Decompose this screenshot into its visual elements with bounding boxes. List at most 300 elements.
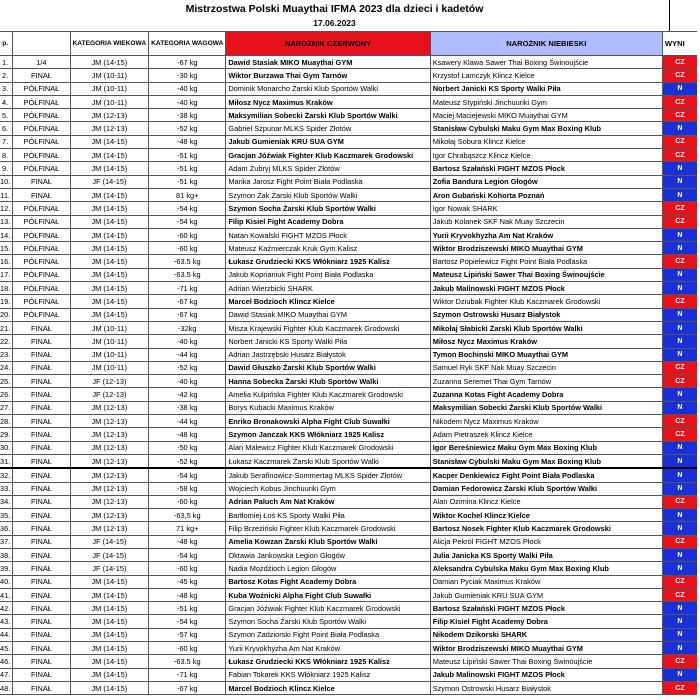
- cell-blue-corner: Samuel Ryk SKF Nak Muay Szczecin: [430, 361, 662, 374]
- cell-lp: 44.: [0, 628, 13, 641]
- cell-blue-corner: Igor Chrabąszcz Klincz Kielce: [430, 149, 662, 162]
- cell-stage: FINAŁ: [13, 321, 70, 334]
- table-row: [0, 562, 697, 575]
- cell-red-corner: Natan Kowalski FIGHT MZOS Płock: [226, 228, 430, 241]
- cell-result: N: [662, 642, 697, 655]
- cell-blue-corner: Stanisław Cybulski Maku Gym Max Boxing Klub: [430, 122, 662, 135]
- cell-stage: FINAŁ: [13, 454, 70, 468]
- cell-blue-corner: Stanisław Cybulski Maku Gym Max Boxing Klub: [430, 454, 662, 468]
- table-row: [0, 69, 697, 82]
- cell-blue-corner: Bartosz Szałański FIGHT MZOS Płock: [430, 602, 662, 615]
- cell-age-category: JM (14-15): [70, 308, 149, 321]
- cell-result: N: [662, 188, 697, 201]
- cell-age-category: JM (14-15): [70, 56, 149, 69]
- cell-result: CZ: [662, 215, 697, 228]
- cell-age-category: JM (10-11): [70, 82, 149, 95]
- cell-result: CZ: [662, 655, 697, 668]
- cell-blue-corner: Igor Nowak SHARK: [430, 202, 662, 215]
- table-row: [0, 388, 697, 401]
- cell-weight-category: -63.5 kg: [149, 255, 226, 268]
- table-row: [0, 441, 697, 454]
- cell-stage: FINAŁ: [13, 415, 70, 428]
- cell-result: N: [662, 522, 697, 535]
- cell-result: CZ: [662, 95, 697, 108]
- cell-result: N: [662, 615, 697, 628]
- cell-blue-corner: Kacper Denkiewicz Fight Point Biała Podlaska: [430, 468, 662, 482]
- cell-age-category: JM (10-11): [70, 348, 149, 361]
- cell-lp: 12.: [0, 202, 13, 215]
- table-row: [0, 282, 697, 295]
- cell-result: CZ: [662, 202, 697, 215]
- cell-blue-corner: Julia Janicka KS Sporty Walki Piła: [430, 548, 662, 561]
- cell-stage: PÓŁFINAŁ: [13, 242, 70, 255]
- header-lp: p.: [0, 32, 13, 56]
- cell-weight-category: -60 kg: [149, 228, 226, 241]
- cell-red-corner: Szymon Żak Żarski Klub Sportów Walki: [226, 188, 430, 201]
- table-row: [0, 149, 697, 162]
- cell-lp: 41.: [0, 588, 13, 601]
- cell-stage: FINAŁ: [13, 681, 70, 694]
- cell-lp: 36.: [0, 522, 13, 535]
- cell-result: N: [662, 321, 697, 334]
- cell-weight-category: -45 kg: [149, 575, 226, 588]
- cell-red-corner: Alan Malewicz Fighter Klub Kaczmarek Grodowski: [226, 441, 430, 454]
- cell-lp: 47.: [0, 668, 13, 681]
- cell-stage: FINAŁ: [13, 535, 70, 548]
- cell-result: N: [662, 454, 697, 468]
- cell-red-corner: Adam Żubryj MLKS Spider Złotów: [226, 162, 430, 175]
- cell-age-category: JM (14-15): [70, 162, 149, 175]
- cell-blue-corner: Szymon Ostrowski Husarz Białystok: [430, 681, 662, 694]
- cell-weight-category: -57 kg: [149, 628, 226, 641]
- cell-blue-corner: Damian Pyciak Maximus Kraków: [430, 575, 662, 588]
- cell-age-category: JM (12-13): [70, 428, 149, 441]
- cell-stage: FINAŁ: [13, 509, 70, 522]
- cell-age-category: JM (12-13): [70, 401, 149, 414]
- cell-age-category: JF (12-13): [70, 388, 149, 401]
- cell-age-category: JM (10-11): [70, 321, 149, 334]
- cell-lp: 42.: [0, 602, 13, 615]
- cell-red-corner: Gracjan Jóźwiak Fighter Klub Kaczmarek Grodowski: [226, 149, 430, 162]
- cell-stage: FINAŁ: [13, 668, 70, 681]
- cell-weight-category: -71 kg: [149, 668, 226, 681]
- cell-lp: 40.: [0, 575, 13, 588]
- cell-weight-category: -71 kg: [149, 282, 226, 295]
- cell-blue-corner: Norbert Janicki KS Sporty Walki Piła: [430, 82, 662, 95]
- cell-red-corner: Enriko Bronakowski Alpha Fight Club Suwałki: [226, 415, 430, 428]
- table-row: [0, 335, 697, 348]
- cell-age-category: JM (12-13): [70, 415, 149, 428]
- cell-weight-category: -60 kg: [149, 562, 226, 575]
- cell-blue-corner: Bartosz Szałański FIGHT MZOS Płock: [430, 162, 662, 175]
- table-row: [0, 348, 697, 361]
- cell-stage: PÓŁFINAŁ: [13, 308, 70, 321]
- table-row: [0, 242, 697, 255]
- cell-stage: FINAŁ: [13, 468, 70, 482]
- cell-red-corner: Łukasz Grudziecki KKS Włókniarz 1925 Kalisz: [226, 655, 430, 668]
- header-stage: [13, 32, 70, 56]
- cell-stage: FINAŁ: [13, 335, 70, 348]
- table-row: [0, 415, 697, 428]
- cell-age-category: JM (12-13): [70, 441, 149, 454]
- cell-age-category: JM (10-11): [70, 69, 149, 82]
- cell-stage: PÓŁFINAŁ: [13, 295, 70, 308]
- cell-stage: PÓŁFINAŁ: [13, 82, 70, 95]
- cell-lp: 45.: [0, 642, 13, 655]
- fight-results-table: [0, 31, 697, 695]
- cell-result: N: [662, 242, 697, 255]
- cell-age-category: JM (14-15): [70, 628, 149, 641]
- cell-result: N: [662, 602, 697, 615]
- cell-result: N: [662, 548, 697, 561]
- cell-age-category: JM (14-15): [70, 228, 149, 241]
- cell-age-category: JM (14-15): [70, 668, 149, 681]
- cell-lp: 4.: [0, 95, 13, 108]
- cell-blue-corner: Bartosz Nosek Fighter Klub Kaczmarek Grodowski: [430, 522, 662, 535]
- cell-weight-category: -52 kg: [149, 122, 226, 135]
- cell-blue-corner: Filip Kisiel Fight Academy Dobra: [430, 615, 662, 628]
- header-row: [0, 32, 697, 56]
- cell-blue-corner: Alicja Pekról FIGHT MZOS Płock: [430, 535, 662, 548]
- cell-stage: PÓŁFINAŁ: [13, 149, 70, 162]
- cell-age-category: JM (10-11): [70, 361, 149, 374]
- table-row: [0, 628, 697, 641]
- table-row: [0, 375, 697, 388]
- cell-stage: FINAŁ: [13, 375, 70, 388]
- cell-result: N: [662, 175, 697, 188]
- cell-lp: 38.: [0, 548, 13, 561]
- cell-stage: PÓŁFINAŁ: [13, 228, 70, 241]
- cell-red-corner: Szymon Socha Żarski Klub Sportów Walki: [226, 615, 430, 628]
- table-row: [0, 308, 697, 321]
- cell-blue-corner: Szymon Ostrowski Husarz Białystok: [430, 308, 662, 321]
- event-date: 17.06.2023: [313, 18, 356, 28]
- cell-result: N: [662, 509, 697, 522]
- cell-result: N: [662, 308, 697, 321]
- table-row: [0, 428, 697, 441]
- cell-weight-category: -50 kg: [149, 441, 226, 454]
- header-red-corner: NAROŻNIK CZERWONY: [226, 32, 430, 56]
- cell-blue-corner: Mikołaj Słabicki Żarski Klub Sportów Walki: [430, 321, 662, 334]
- cell-weight-category: -54 kg: [149, 548, 226, 561]
- cell-lp: 6.: [0, 122, 13, 135]
- cell-blue-corner: Krzystof Lamczyk Klincz Kielce: [430, 69, 662, 82]
- cell-weight-category: -67 kg: [149, 681, 226, 694]
- cell-stage: FINAŁ: [13, 588, 70, 601]
- cell-red-corner: Dawid Stasiak MIKO Muaythai GYM: [226, 56, 430, 69]
- cell-weight-category: -44 kg: [149, 415, 226, 428]
- cell-weight-category: -40 kg: [149, 82, 226, 95]
- table-row: [0, 401, 697, 414]
- cell-blue-corner: Mateusz Stypiński Jinchuuriki Gym: [430, 95, 662, 108]
- cell-red-corner: Maksymilian Sobecki Żarski Klub Sportów Walki: [226, 109, 430, 122]
- cell-red-corner: Szymon Socha Żarski Klub Sportów Walki: [226, 202, 430, 215]
- cell-blue-corner: Maciej Maciejewski MIKO Muaythai GYM: [430, 109, 662, 122]
- cell-weight-category: -67 kg: [149, 295, 226, 308]
- cell-red-corner: Marika Jarosz Fight Point Biała Podlaska: [226, 175, 430, 188]
- cell-weight-category: -51 kg: [149, 149, 226, 162]
- cell-stage: FINAŁ: [13, 602, 70, 615]
- cell-red-corner: Wojciech Kobus Jinchuuriki Gym: [226, 482, 430, 495]
- cell-red-corner: Marcel Bodzioch Klincz Kielce: [226, 681, 430, 694]
- cell-stage: PÓŁFINAŁ: [13, 202, 70, 215]
- cell-lp: 11.: [0, 188, 13, 201]
- cell-red-corner: Adrian Wierzbicki SHARK: [226, 282, 430, 295]
- cell-result: CZ: [662, 295, 697, 308]
- cell-stage: FINAŁ: [13, 175, 70, 188]
- cell-stage: FINAŁ: [13, 642, 70, 655]
- cell-lp: 8.: [0, 149, 13, 162]
- cell-result: CZ: [662, 575, 697, 588]
- cell-stage: FINAŁ: [13, 575, 70, 588]
- table-row: [0, 95, 697, 108]
- cell-age-category: JM (14-15): [70, 188, 149, 201]
- table-row: [0, 642, 697, 655]
- cell-lp: 24.: [0, 361, 13, 374]
- cell-red-corner: Yurii Kryvokhyzha Am Nat Kraków: [226, 642, 430, 655]
- cell-stage: FINAŁ: [13, 655, 70, 668]
- cell-weight-category: -63,5 kg: [149, 509, 226, 522]
- cell-lp: 35.: [0, 509, 13, 522]
- cell-lp: 34.: [0, 495, 13, 508]
- table-row: [0, 255, 697, 268]
- table-row: [0, 655, 697, 668]
- cell-red-corner: Filip Kisiel Fight Academy Dobra: [226, 215, 430, 228]
- cell-weight-category: -54 kg: [149, 615, 226, 628]
- cell-weight-category: -58 kg: [149, 482, 226, 495]
- cell-lp: 7.: [0, 135, 13, 148]
- cell-result: CZ: [662, 535, 697, 548]
- cell-blue-corner: Bartosz Popielewicz Fight Point Biała Podlaska: [430, 255, 662, 268]
- cell-lp: 31.: [0, 454, 13, 468]
- cell-lp: 46.: [0, 655, 13, 668]
- cell-lp: 15.: [0, 242, 13, 255]
- cell-stage: PÓŁFINAŁ: [13, 122, 70, 135]
- cell-lp: 39.: [0, 562, 13, 575]
- cell-lp: 5.: [0, 109, 13, 122]
- cell-lp: 13.: [0, 215, 13, 228]
- cell-age-category: JF (14-15): [70, 548, 149, 561]
- cell-lp: 18.: [0, 282, 13, 295]
- table-row: [0, 668, 697, 681]
- cell-result: N: [662, 628, 697, 641]
- cell-red-corner: Filip Brzeziński Fighter Klub Kaczmarek Grodowski: [226, 522, 430, 535]
- table-row: [0, 535, 697, 548]
- cell-result: CZ: [662, 428, 697, 441]
- cell-weight-category: -30 kg: [149, 69, 226, 82]
- cell-red-corner: Dawid Stasiak MIKO Muaythai GYM: [226, 308, 430, 321]
- cell-lp: 37.: [0, 535, 13, 548]
- cell-red-corner: Mateusz Kaźmierczak Kruk Gym Kalisz: [226, 242, 430, 255]
- cell-weight-category: -40 kg: [149, 335, 226, 348]
- cell-blue-corner: Miłosz Nycz Maximus Kraków: [430, 335, 662, 348]
- cell-weight-category: -67 kg: [149, 308, 226, 321]
- table-row: [0, 175, 697, 188]
- cell-result: CZ: [662, 109, 697, 122]
- cell-result: CZ: [662, 681, 697, 694]
- table-row: [0, 615, 697, 628]
- cell-lp: 19.: [0, 295, 13, 308]
- cell-result: CZ: [662, 375, 697, 388]
- cell-red-corner: Szymon Janczak KKS Włókniarz 1925 Kalisz: [226, 428, 430, 441]
- table-row: [0, 575, 697, 588]
- cell-red-corner: Łukasz Kaczmarek Żarski Klub Sportów Walki: [226, 454, 430, 468]
- table-row: [0, 295, 697, 308]
- cell-age-category: JM (14-15): [70, 295, 149, 308]
- cell-lp: 10.: [0, 175, 13, 188]
- cell-lp: 29.: [0, 428, 13, 441]
- cell-result: CZ: [662, 415, 697, 428]
- cell-red-corner: Nadia Możdżioch Legion Głogów: [226, 562, 430, 575]
- table-row: [0, 82, 697, 95]
- cell-weight-category: 81 kg+: [149, 188, 226, 201]
- cell-result: CZ: [662, 69, 697, 82]
- cell-weight-category: -32kg: [149, 321, 226, 334]
- cell-weight-category: -63.5 kg: [149, 655, 226, 668]
- cell-weight-category: -60 kg: [149, 642, 226, 655]
- cell-blue-corner: Jakub Gumieniak KRU SUA GYM: [430, 588, 662, 601]
- cell-blue-corner: Wiktor Dziubak Fighter Klub Kaczmarek Grodowski: [430, 295, 662, 308]
- cell-weight-category: -63.5 kg: [149, 268, 226, 281]
- cell-age-category: JM (12-13): [70, 454, 149, 468]
- cell-result: CZ: [662, 588, 697, 601]
- cell-lp: 28.: [0, 415, 13, 428]
- cell-age-category: JM (12-13): [70, 522, 149, 535]
- cell-stage: FINAŁ: [13, 482, 70, 495]
- cell-age-category: JM (14-15): [70, 255, 149, 268]
- cell-blue-corner: Alan Ozimina Klincz Kielce: [430, 495, 662, 508]
- table-body: [0, 56, 697, 695]
- cell-blue-corner: Jakub Malinowski FIGHT MZOS Płock: [430, 668, 662, 681]
- cell-red-corner: Jakub Koprianiuk Fight Point Biała Podlaska: [226, 268, 430, 281]
- cell-stage: PÓŁFINAŁ: [13, 255, 70, 268]
- cell-red-corner: Dominik Monarcho Żarski Klub Sportów Walki: [226, 82, 430, 95]
- cell-weight-category: -51 kg: [149, 162, 226, 175]
- cell-result: N: [662, 468, 697, 482]
- cell-lp: 32.: [0, 468, 13, 482]
- table-row: [0, 482, 697, 495]
- cell-lp: 9.: [0, 162, 13, 175]
- table-row: [0, 202, 697, 215]
- cell-stage: FINAŁ: [13, 548, 70, 561]
- cell-weight-category: -48 kg: [149, 588, 226, 601]
- cell-stage: FINAŁ: [13, 361, 70, 374]
- cell-result: N: [662, 228, 697, 241]
- cell-lp: 16.: [0, 255, 13, 268]
- cell-stage: FINAŁ: [13, 401, 70, 414]
- cell-weight-category: -52 kg: [149, 361, 226, 374]
- cell-weight-category: -40 kg: [149, 375, 226, 388]
- cell-result: N: [662, 668, 697, 681]
- cell-stage: FINAŁ: [13, 615, 70, 628]
- cell-age-category: JM (14-15): [70, 642, 149, 655]
- table-row: [0, 135, 697, 148]
- cell-age-category: JM (14-15): [70, 242, 149, 255]
- cell-weight-category: -48 kg: [149, 428, 226, 441]
- cell-result: N: [662, 122, 697, 135]
- cell-lp: 23.: [0, 348, 13, 361]
- cell-age-category: JM (14-15): [70, 681, 149, 694]
- cell-blue-corner: Nikodem Dzikorski SHARK: [430, 628, 662, 641]
- cell-lp: 33.: [0, 482, 13, 495]
- cell-weight-category: -48 kg: [149, 535, 226, 548]
- cell-red-corner: Misza Krajewski Fighter Klub Kaczmarek Grodowski: [226, 321, 430, 334]
- cell-stage: FINAŁ: [13, 522, 70, 535]
- cell-weight-category: -38 kg: [149, 401, 226, 414]
- cell-red-corner: Szymon Zadziorski Fight Point Biała Podlaska: [226, 628, 430, 641]
- header-blue-corner: NAROŻNIK NIEBIESKI: [430, 32, 662, 56]
- cell-lp: 30.: [0, 441, 13, 454]
- table-row: [0, 681, 697, 694]
- cell-weight-category: -60 kg: [149, 242, 226, 255]
- cell-red-corner: Adrian Paluch Am Nat Kraków: [226, 495, 430, 508]
- cell-result: CZ: [662, 135, 697, 148]
- cell-red-corner: Bartłomiej Łoś KS Sporty Walki Piła: [226, 509, 430, 522]
- table-row: [0, 495, 697, 508]
- cell-age-category: JM (12-13): [70, 482, 149, 495]
- cell-lp: 22.: [0, 335, 13, 348]
- table-row: [0, 188, 697, 201]
- cell-lp: 27.: [0, 401, 13, 414]
- cell-weight-category: -60 kg: [149, 495, 226, 508]
- table-row: [0, 454, 697, 468]
- cell-stage: FINAŁ: [13, 188, 70, 201]
- cell-blue-corner: Igor Bereśniewicz Maku Gym Max Boxing Klub: [430, 441, 662, 454]
- cell-red-corner: Norbert Janicki KS Sporty Walki Piła: [226, 335, 430, 348]
- cell-age-category: JM (12-13): [70, 109, 149, 122]
- cell-result: N: [662, 562, 697, 575]
- cell-weight-category: -54 kg: [149, 215, 226, 228]
- cell-stage: PÓŁFINAŁ: [13, 95, 70, 108]
- cell-stage: FINAŁ: [13, 495, 70, 508]
- cell-result: N: [662, 388, 697, 401]
- cell-stage: 1/4: [13, 56, 70, 69]
- cell-blue-corner: Tymon Bochinski MIKO Muaythai GYM: [430, 348, 662, 361]
- title-block: [0, 0, 670, 31]
- cell-result: N: [662, 401, 697, 414]
- table-row: [0, 468, 697, 482]
- cell-stage: PÓŁFINAŁ: [13, 109, 70, 122]
- cell-red-corner: Oktawia Jankowska Legion Głogów: [226, 548, 430, 561]
- cell-age-category: JM (10-11): [70, 95, 149, 108]
- cell-blue-corner: Zuzanna Kotas Fight Academy Dobra: [430, 388, 662, 401]
- cell-red-corner: Łukasz Grudziecki KKS Włókniarz 1925 Kalisz: [226, 255, 430, 268]
- cell-result: N: [662, 162, 697, 175]
- cell-lp: 20.: [0, 308, 13, 321]
- cell-stage: PÓŁFINAŁ: [13, 162, 70, 175]
- cell-red-corner: Kuba Woźnicki Alpha Fight Club Suwałki: [226, 588, 430, 601]
- cell-red-corner: Adrian Jastrzębski Husarz Białystok: [226, 348, 430, 361]
- cell-blue-corner: Zuzanna Seremet Thai Gym Tarnów: [430, 375, 662, 388]
- cell-blue-corner: Zofia Bandura Legion Głogów: [430, 175, 662, 188]
- cell-red-corner: Amelia Kulpińska Fighter Klub Kaczmarek Grodowski: [226, 388, 430, 401]
- table-row: [0, 268, 697, 281]
- cell-red-corner: Fabian Tokarek KKS Włókniarz 1925 Kalisz: [226, 668, 430, 681]
- cell-red-corner: Gracjan Jóźwiak Fighter Klub Kaczmarek Grodowski: [226, 602, 430, 615]
- cell-blue-corner: Wiktor Brodziszewski MIKO Muaythai GYM: [430, 642, 662, 655]
- cell-red-corner: Miłosz Nycz Maximus Kraków: [226, 95, 430, 108]
- cell-red-corner: Marcel Bodzioch Klincz Kielce: [226, 295, 430, 308]
- cell-result: CZ: [662, 255, 697, 268]
- table-row: [0, 522, 697, 535]
- cell-weight-category: -38 kg: [149, 109, 226, 122]
- cell-blue-corner: Ksawery Klawa Sawer Thai Boxing Świnoujście: [430, 56, 662, 69]
- cell-lp: 26.: [0, 388, 13, 401]
- cell-age-category: JF (12-13): [70, 375, 149, 388]
- cell-red-corner: Gabriel Szpunar MLKS Spider Złotów: [226, 122, 430, 135]
- cell-age-category: JM (14-15): [70, 575, 149, 588]
- cell-weight-category: -54 kg: [149, 468, 226, 482]
